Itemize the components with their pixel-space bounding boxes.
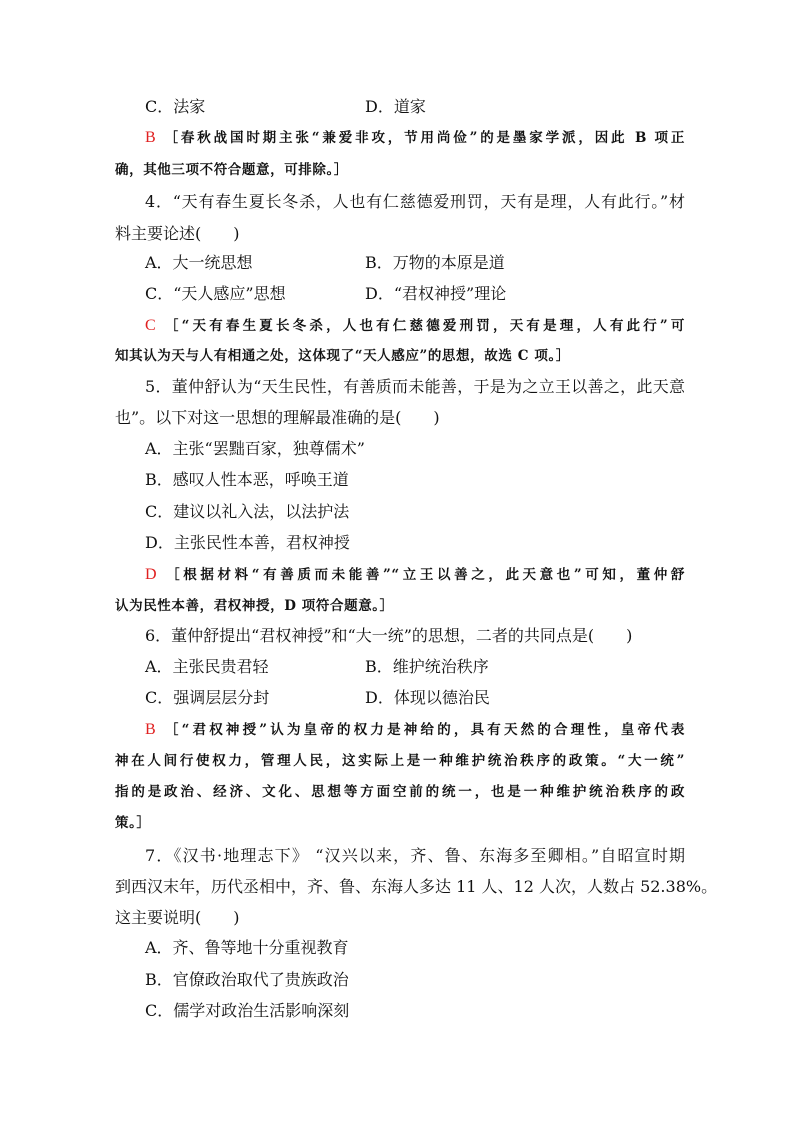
- q6-explanation-line-1: B ［“君权神授”认为皇帝的权力是神给的，具有天然的合理性，皇帝代表: [145, 721, 685, 738]
- q6-explanation-line-2: 神在人间行使权力，管理人民，这实际上是一种维护统治秩序的政策。“大一统”: [115, 753, 685, 769]
- q3-option-d: D．道家: [365, 97, 426, 116]
- q4-option-a: A．大一统思想: [145, 253, 253, 272]
- q3-explanation-line-2: 确，其他三项不符合题意，可排除。］: [115, 162, 348, 178]
- q6-option-c: C．强调层层分封: [145, 688, 270, 707]
- q4-option-c: C．“天人感应”思想: [145, 284, 286, 303]
- q4-option-d: D．“君权神授”理论: [365, 284, 507, 303]
- q7-option-c: C．儒学对政治生活影响深刻: [145, 1001, 350, 1020]
- q4-option-b: B．万物的本原是道: [365, 253, 505, 272]
- q4-stem-line-2: 料主要论述( ): [115, 224, 240, 243]
- q6-explanation-line-3: 指的是政治、经济、文化、思想等方面空前的统一，也是一种维护统治秩序的政: [115, 784, 685, 800]
- q7-option-b: B．官僚政治取代了贵族政治: [145, 970, 349, 989]
- q6-option-d: D．体现以德治民: [365, 688, 490, 707]
- q6-answer-letter: B: [145, 721, 157, 738]
- q3-option-c: C．法家: [145, 97, 206, 116]
- q3-answer-letter: B: [145, 129, 157, 146]
- q5-stem-line-2: 也”。以下对这一思想的理解最准确的是( ): [115, 408, 440, 427]
- q6-option-b: B．维护统治秩序: [365, 657, 489, 676]
- q5-option-c: C．建议以礼入法，以法护法: [145, 502, 350, 521]
- q3-explanation-line-1: B ［春秋战国时期主张“兼爱非攻，节用尚俭”的是墨家学派，因此 B 项正: [145, 129, 685, 146]
- q5-stem-line-1: 5．董仲舒认为“天生民性，有善质而未能善，于是为之立王以善之，此天意: [145, 377, 685, 396]
- q5-explanation-line-1: D ［根据材料“有善质而未能善”“立王以善之，此天意也”可知，董仲舒: [145, 566, 685, 583]
- q5-option-a: A．主张“罢黜百家，独尊儒术”: [145, 439, 365, 458]
- q4-stem-line-1: 4．“天有春生夏长冬杀，人也有仁慈德爱刑罚，天有是理，人有此行。”材: [145, 192, 685, 211]
- q7-stem-line-1: 7．《汉书·地理志下》 “汉兴以来，齐、鲁、东海多至卿相。”自昭宣时期: [145, 846, 685, 865]
- q5-answer-letter: D: [145, 566, 158, 583]
- q7-stem-line-3: 这主要说明( ): [115, 908, 240, 927]
- q7-option-a: A．齐、鲁等地十分重视教育: [145, 938, 349, 957]
- q6-option-a: A．主张民贵君轻: [145, 657, 269, 676]
- q5-explanation-line-2: 认为民性本善，君权神授，D 项符合题意。］: [115, 598, 394, 614]
- q4-explanation-line-2: 知其认为天与人有相通之处，这体现了“天人感应”的思想，故选 C 项。］: [115, 348, 570, 364]
- q5-option-b: B．感叹人性本恶，呼唤王道: [145, 470, 349, 489]
- q6-stem-line-1: 6．董仲舒提出“君权神授”和“大一统”的思想，二者的共同点是( ): [145, 626, 633, 645]
- q5-option-d: D．主张民性本善，君权神授: [145, 533, 350, 552]
- q6-explanation-line-4: 策。］: [115, 815, 151, 831]
- q4-answer-letter: C: [145, 317, 157, 334]
- q7-stem-line-2: 到西汉末年，历代丞相中，齐、鲁、东海人多达 11 人、12 人次，人数占 52.38%。: [115, 877, 718, 896]
- q4-explanation-line-1: C ［“天有春生夏长冬杀，人也有仁慈德爱刑罚，天有是理，人有此行”可: [145, 317, 685, 334]
